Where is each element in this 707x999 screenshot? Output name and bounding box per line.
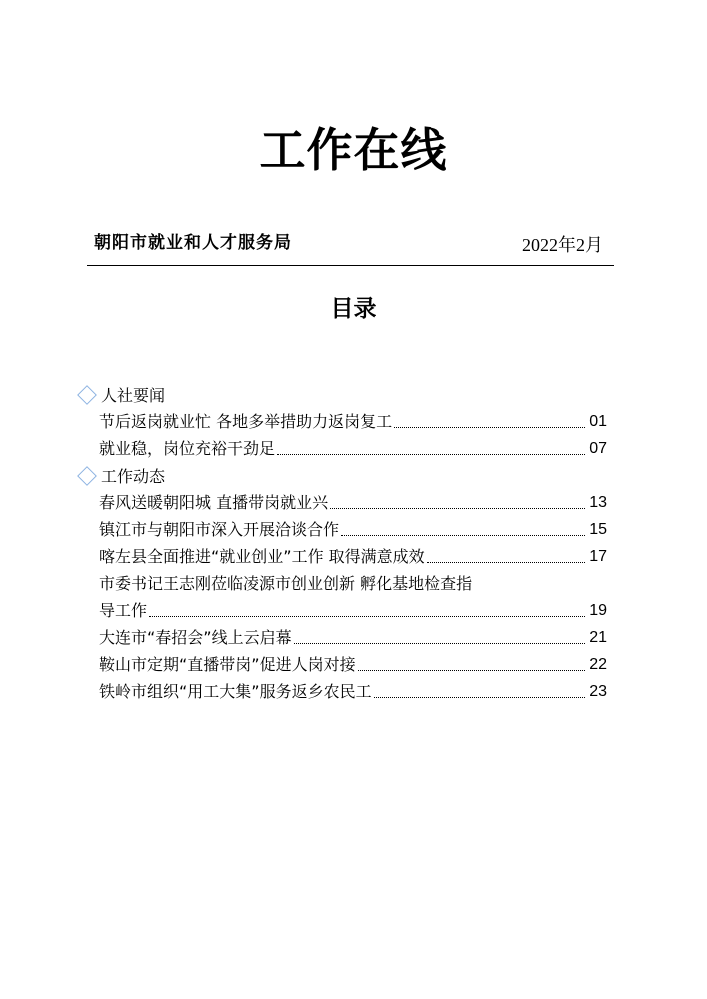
- toc-entry-page: 13: [589, 494, 607, 511]
- toc-entry-title: 铁岭市组织“用工大集”服务返乡农民工: [99, 682, 372, 701]
- dot-leader: [149, 616, 585, 617]
- toc-entry[interactable]: [76, 543, 607, 570]
- header-divider: [87, 265, 614, 266]
- toc-entry-title-line2: 导工作: [99, 601, 148, 620]
- diamond-bullet-icon: [77, 385, 97, 405]
- toc-entry-page: 17: [589, 548, 607, 565]
- toc-section-header: [76, 462, 607, 489]
- document-title: 工作在线: [259, 123, 448, 177]
- toc-entry-title: 镇江市与朝阳市深入开展洽谈合作: [99, 520, 340, 539]
- toc-entry-title: 大连市“春招会”线上云启幕: [99, 628, 292, 647]
- toc-entry[interactable]: [76, 651, 607, 678]
- toc-entry-page: 15: [589, 521, 607, 538]
- toc-entry-page: 23: [589, 683, 607, 700]
- toc-entry-title-line1: 市委书记王志刚莅临凌源市创业创新 孵化基地检查指: [99, 574, 473, 593]
- toc-entry-page: 01: [589, 413, 607, 430]
- issue-date: 2022年2月: [522, 235, 603, 255]
- organization-name: 朝阳市就业和人才服务局: [94, 233, 292, 253]
- toc-entry-page: 19: [589, 602, 607, 619]
- toc-entry[interactable]: [76, 489, 607, 516]
- dot-leader: [277, 454, 585, 455]
- dot-leader: [394, 427, 585, 428]
- toc-entry[interactable]: [76, 516, 607, 543]
- toc-entry-title: 节后返岗就业忙 各地多举措助力返岗复工: [99, 412, 393, 431]
- toc-entry[interactable]: [76, 435, 607, 462]
- toc-entry-title: 就业稳，岗位充裕干劲足: [99, 439, 276, 458]
- dot-leader: [374, 697, 586, 698]
- toc-section-header: [76, 381, 607, 408]
- toc-entry-page: 07: [589, 440, 607, 457]
- toc-title: 目录: [330, 296, 377, 322]
- toc-entry[interactable]: [76, 678, 607, 705]
- dot-leader: [358, 670, 586, 671]
- dot-leader: [330, 508, 585, 509]
- toc-entry-page: 22: [589, 656, 607, 673]
- dot-leader: [427, 562, 586, 563]
- toc-section-title: 人社要闻: [101, 386, 166, 405]
- toc-entry[interactable]: [76, 624, 607, 651]
- diamond-bullet-icon: [77, 466, 97, 486]
- table-of-contents: [76, 381, 607, 705]
- toc-entry-title: 鞍山市定期“直播带岗”促进人岗对接: [99, 655, 356, 674]
- dot-leader: [294, 643, 586, 644]
- toc-entry[interactable]: [76, 408, 607, 435]
- dot-leader: [341, 535, 585, 536]
- toc-entry-title: 春风送暖朝阳城 直播带岗就业兴: [99, 493, 329, 512]
- toc-entry-title: 喀左县全面推进“就业创业”工作 取得满意成效: [99, 547, 425, 566]
- toc-section-title: 工作动态: [101, 467, 166, 486]
- toc-entry[interactable]: [76, 570, 607, 624]
- toc-entry-page: 21: [589, 629, 607, 646]
